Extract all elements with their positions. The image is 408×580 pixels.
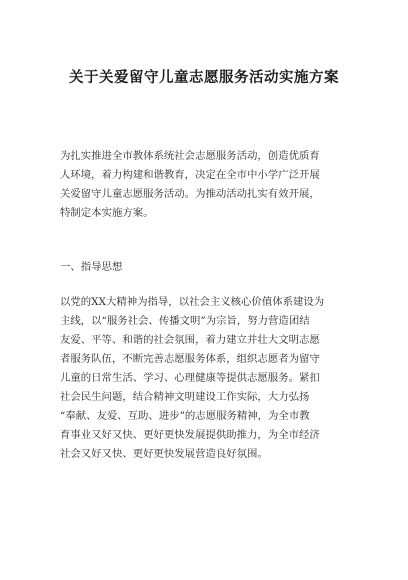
paragraph-line: 特制定本实施方案。: [60, 207, 154, 219]
paragraph-line: 关爱留守儿童志愿服务活动。为推动活动扎实有效开展，: [60, 188, 320, 200]
paragraph-line: 社会又好又快、更好更快发展营造良好氛围。: [60, 448, 268, 460]
document-title: 关于关爱留守儿童志愿服务活动实施方案: [69, 70, 339, 86]
paragraph-line: 为扎实推进全市教体系统社会志愿服务活动，创造优质育: [60, 150, 320, 162]
paragraph-line: 人环境，着力构建和谐教育，决定在全市中小学广泛开展: [60, 169, 320, 181]
paragraph-line: 主线，以“服务社会、传播文明”为宗旨，努力营造团结: [60, 315, 310, 327]
paragraph-line: “奉献、友爱、互助、进步”的志愿服务精神，为全市教: [60, 410, 310, 422]
section-heading: 一、指导思想: [60, 261, 123, 273]
paragraph-line: 友爱、平等、和谐的社会氛围，着力建立并壮大文明志愿: [60, 334, 320, 346]
paragraph-line: 育事业又好又快、更好更快发展提供助推力，为全市经济: [60, 429, 320, 441]
paragraph-line: 者服务队伍，不断完善志愿服务体系，组织志愿者为留守: [60, 353, 320, 365]
intro-paragraph: [60, 147, 360, 223]
paragraph-line: 儿童的日常生活、学习、心理健康等提供志愿服务。紧扣: [60, 372, 320, 384]
paragraph-line: 以党的XX大精神为指导，以社会主义核心价值体系建设为: [60, 296, 325, 308]
paragraph-line: 社会民生问题，结合精神文明建设工作实际，大力弘扬: [60, 391, 310, 403]
guiding-ideology-paragraph: [60, 293, 360, 464]
